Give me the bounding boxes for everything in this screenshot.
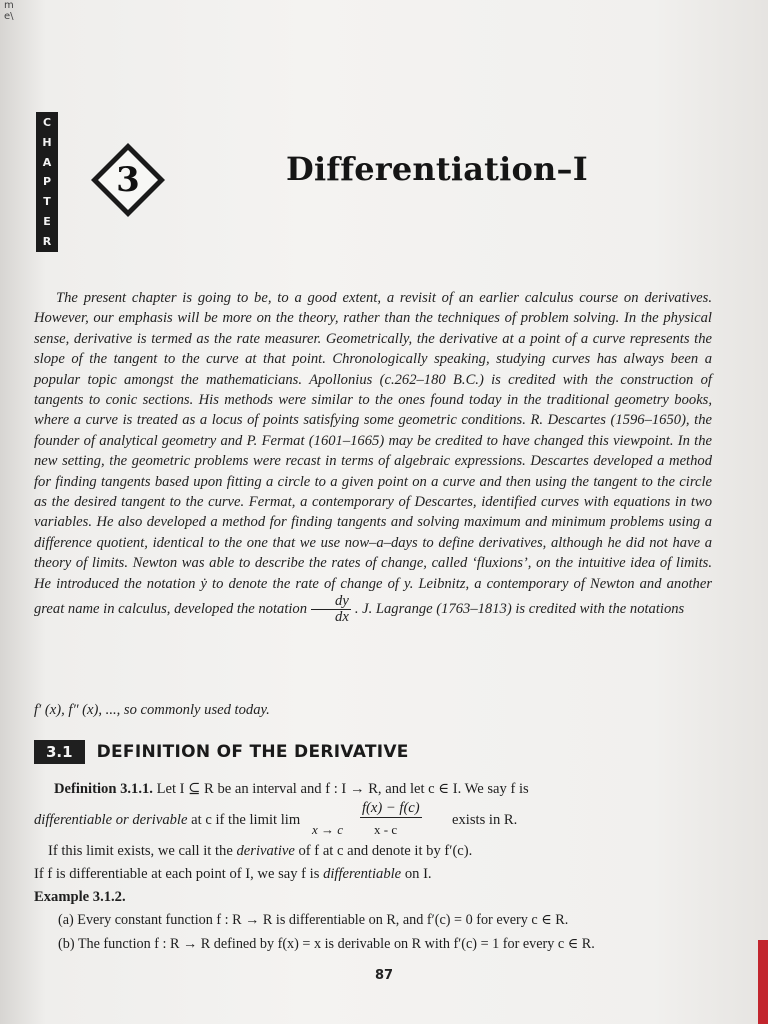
fraction-numerator: dy	[311, 594, 351, 610]
limit-numerator: f(x) − f(c)	[362, 800, 420, 816]
definition-line-4	[34, 866, 432, 883]
chapter-number: 3	[116, 160, 140, 200]
corner-mark	[4, 0, 14, 22]
chapter-strip-letter: C	[42, 116, 52, 129]
chapter-badge	[88, 140, 168, 220]
definition-term: differentiable or derivable	[34, 812, 188, 828]
limit-subscript: x → c	[312, 822, 344, 837]
corner-mark-bottom: e\	[4, 11, 14, 22]
intro-text-after-fraction: . J. Lagrange (1763–1813) is credited with the notations	[354, 600, 685, 617]
intro-text: The present chapter is going to be, to a good extent, a revisit of an earlier calculus course on derivatives. However, our emphasis will be more on the theory, rather than the techniques of problem solving. In the physical sense, derivative is termed as the rate measurer. Geometrically, the derivative at a point of a curve represents the slope of the tangent to the curve at that point. Chronologically speaking, studying curves has always been a popular topic amongst the mathematicians. Apollonius (c.262–180 B.C.) is credited with the construction of tangents to conic sections. His methods were similar to the ones found today in the traditional geometry books, where a curve is treated as a locus of points satisfying some geometric conditions. R. Descartes (1596–1650), the founder of analytical geometry and P. Fermat (1601–1665) may be credited to have changed this viewpoint. In the new setting, the geometric problems were recast in terms of algebraic expressions. Descartes developed a method for finding tangents based upon fitting a circle to a given point on a curve and then using the tangent to the circle as the desired tangent to the curve. Fermat, a contemporary of Descartes, identified curves with equations in two variables. He also developed a method for finding tangents and solving maximum and minimum problems using a difference quotient, identical to the one that we use now–a–days to define derivatives, although he did not have a theory of limits. Newton was able to describe the rates of change, called ‘fluxions’, on the intuitive idea of limits. He introduced the notation ẏ to denote the rate of change of y. Leibnitz, a contemporary of Newton and another great name in calculus, developed the notation	[34, 290, 712, 617]
definition-text: Let I ⊆ R be an interval and f : I → R, and let c ∈ I. We say f is	[156, 781, 529, 797]
derivative-term: derivative	[236, 843, 295, 859]
intro-paragraph	[34, 288, 712, 625]
leibniz-fraction	[311, 594, 351, 625]
page-number: 87	[374, 968, 394, 983]
definition-line-3	[48, 843, 472, 860]
chapter-strip-letter: T	[43, 195, 51, 209]
differentiable-term: differentiable	[323, 866, 402, 882]
chapter-strip-letter: R	[42, 234, 52, 248]
section-number: 3.1	[34, 740, 85, 764]
limit-expression	[300, 800, 450, 846]
chapter-strip-letter: E	[43, 215, 51, 229]
definition-label: Definition 3.1.1.	[54, 781, 153, 797]
chapter-strip-letter: P	[42, 175, 52, 189]
fraction-denominator: dx	[335, 609, 349, 626]
limit-denominator: x - c	[374, 822, 398, 837]
definition-line-2	[34, 812, 300, 829]
corner-mark-top: m	[4, 0, 14, 11]
definition-text: at c if the limit lim	[191, 812, 301, 828]
chapter-strip-letter: H	[42, 135, 52, 149]
definition-text: of f at c and denote it by f′(c).	[298, 843, 473, 859]
section-title: DEFINITION OF THE DERIVATIVE	[96, 742, 409, 762]
definition-text: on I.	[404, 866, 432, 882]
example-item-a: (a) Every constant function f : R → R is differentiable on R, and f′(c) = 0 for every c ∈ R.	[58, 912, 569, 928]
chapter-title: Differentiation–I	[286, 150, 588, 188]
definition-text: If this limit exists, we call it the	[48, 843, 233, 859]
intro-last-line: f′ (x), f″ (x), ..., so commonly used today.	[34, 702, 270, 718]
definition-line-2-end: exists in R.	[452, 812, 518, 828]
definition-line-1	[54, 780, 529, 798]
chapter-strip	[36, 112, 58, 252]
chapter-strip-letter: A	[42, 155, 52, 169]
definition-text: If f is differentiable at each point of I, we say f is	[34, 866, 320, 882]
example-item-b: (b) The function f : R → R defined by f(x) = x is derivable on R with f′(c) = 1 for every c ∈ R.	[58, 936, 595, 952]
example-label: Example 3.1.2.	[34, 889, 126, 905]
section-heading	[34, 740, 409, 764]
